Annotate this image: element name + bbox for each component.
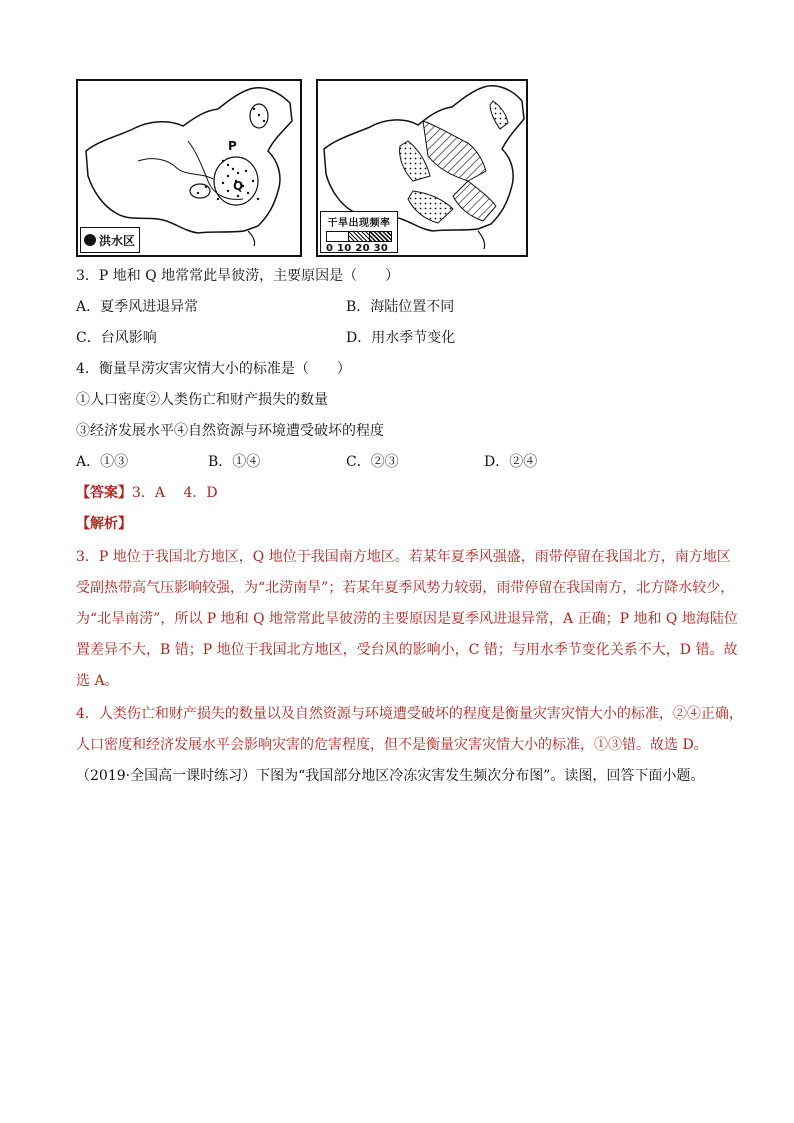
answer-tag: 【答案】 [76,485,132,501]
analysis-q3-line-2: 受副热带高气压影响较强，为“北涝南旱”；若某年夏季风势力较弱，雨带停留在我国南方，北方降水较少， [76,580,735,596]
analysis-q3-line-3: 为“北旱南涝”，所以 P 地和 Q 地常常此旱彼涝的主要原因是夏季风进退异常，A 正确；P 地和 Q 地海陆位 [76,611,738,627]
answer-text: 3．A 4．D [132,485,218,501]
q3-option-b: B．海陆位置不同 [346,299,455,315]
q4-items-line-1: ①人口密度②人类伤亡和财产损失的数量 [76,392,328,408]
flood-legend [80,227,140,253]
q4-items-line-2: ③经济发展水平④自然资源与环境遭受破坏的程度 [76,423,384,439]
drought-legend-ticks: 0 10 20 30 [326,243,389,254]
flood-zone-map [76,79,302,257]
maps-figure [76,79,656,255]
analysis-tag: 【解析】 [76,516,132,532]
analysis-q3-line-5: 选 A。 [76,673,119,689]
q4-stem: 4．衡量旱涝灾害灾情大小的标准是（ ） [76,361,351,377]
drought-legend [320,211,398,253]
q3-option-a: A．夏季风进退异常 [76,299,199,315]
q3-stem: 3．P 地和 Q 地常常此旱彼涝，主要原因是（ ） [76,268,400,284]
drought-legend-scale [326,231,392,242]
analysis-q4-line-2: 人口密度和经济发展水平会影响灾害的危害程度，但不是衡量灾害灾情大小的标准，①③错。故选 D。 [76,737,708,753]
analysis-q3-line-1: 3．P 地位于我国北方地区，Q 地位于我国南方地区。若某年夏季风强盛，雨带停留在我国北方，南方地区 [76,549,731,565]
flood-zone-icon [84,234,96,246]
q3-option-d: D．用水季节变化 [346,330,456,346]
analysis-q3-line-4: 置差异不大，B 错；P 地位于我国北方地区，受台风的影响小，C 错；与用水季节变化关系不大，D 错。故 [76,642,738,658]
drought-frequency-map [316,79,528,257]
q4-option-b: B．①④ [208,454,261,470]
flood-legend-label: 洪水区 [99,233,136,248]
q3-option-c: C．台风影响 [76,330,157,346]
q4-option-a: A．①③ [76,454,129,470]
q4-option-d: D．②④ [484,454,538,470]
analysis-q4-line-1: 4．人类伤亡和财产损失的数量以及自然资源与环境遭受破坏的程度是衡量灾害灾情大小的标准，②④正确， [76,706,743,722]
point-q-label: Q [233,179,244,193]
next-question-intro: （2019·全国高一课时练习）下图为“我国部分地区冷冻灾害发生频次分布图”。读图，回答下面小题。 [76,768,705,784]
drought-legend-title: 干旱出现频率 [327,218,391,229]
q4-option-c: C．②③ [346,454,399,470]
point-p-label: P [228,139,237,153]
answer-line [76,483,218,503]
